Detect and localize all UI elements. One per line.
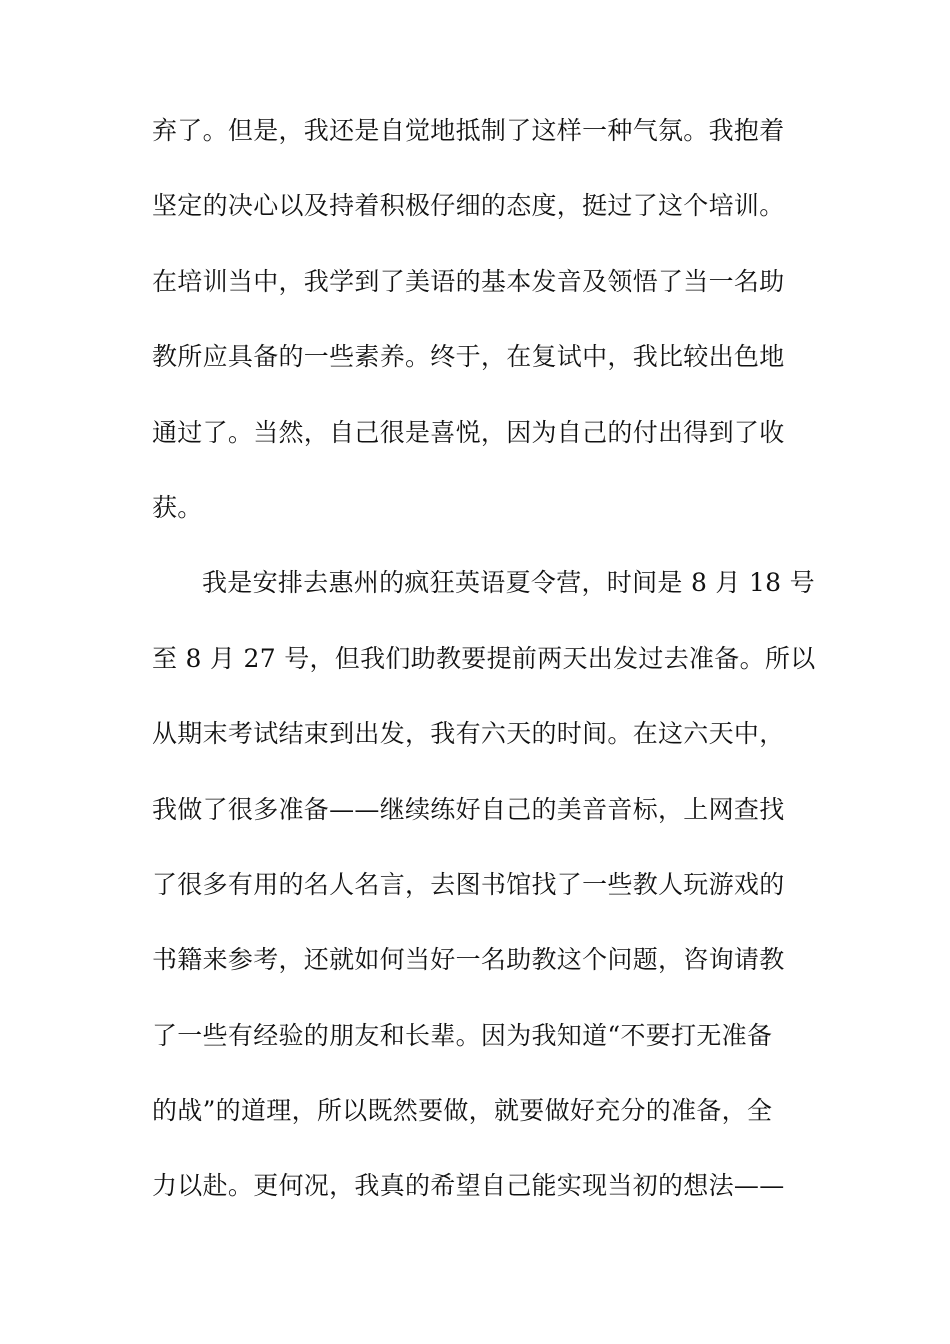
text-line: 我做了很多准备——继续练好自己的美音音标，上网查找 [152, 794, 785, 824]
text-line: 书籍来参考，还就如何当好一名助教这个问题，咨询请教 [152, 945, 785, 975]
text-line: 坚定的决心以及持着积极仔细的态度，挺过了这个培训。 [152, 191, 785, 221]
paragraph-first-line: 我是安排去惠州的疯狂英语夏令营，时间是 8 月 18 号 [202, 568, 815, 598]
text-line: 弃了。但是，我还是自觉地抵制了这样一种气氛。我抱着 [152, 116, 785, 145]
document-body [152, 106, 816, 1237]
text-line: 教所应具备的一些素养。终于，在复试中，我比较出色地 [152, 342, 785, 372]
text-line: 了一些有经验的朋友和长辈。因为我知道“不要打无准备 [152, 1020, 773, 1050]
text-line: 力以赴。更何况，我真的希望自己能实现当初的想法—— [152, 1171, 785, 1201]
text-line: 在培训当中，我学到了美语的基本发音及领悟了当一名助 [152, 266, 785, 296]
text-line: 至 8 月 27 号，但我们助教要提前两天出发过去准备。所以 [152, 643, 816, 673]
text-line: 的战”的道理，所以既然要做，就要做好充分的准备，全 [152, 1096, 773, 1126]
text-line: 了很多有用的名人名言，去图书馆找了一些教人玩游戏的 [152, 869, 785, 899]
text-line: 通过了。当然，自己很是喜悦，因为自己的付出得到了收 [152, 417, 785, 447]
text-line: 从期末考试结束到出发，我有六天的时间。在这六天中， [152, 719, 785, 749]
text-line: 获。 [152, 492, 203, 522]
